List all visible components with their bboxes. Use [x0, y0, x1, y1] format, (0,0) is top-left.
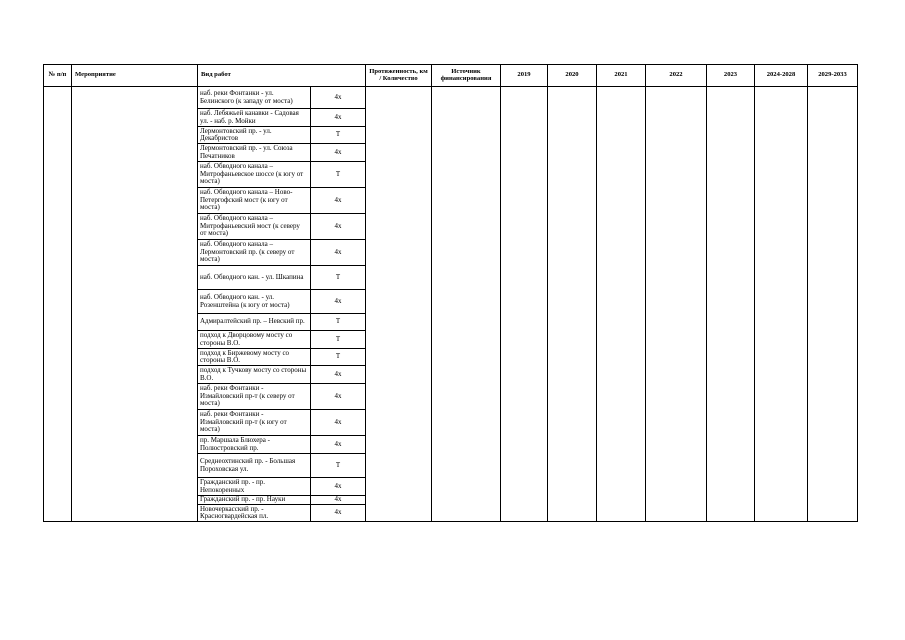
cell-2020 — [548, 87, 597, 522]
header-work-type: Вид работ — [198, 65, 366, 87]
cell-work-description: наб. реки Фонтанки - Измайловский пр-т (к югу от моста) — [198, 410, 311, 436]
cell-work-type: Т — [311, 454, 366, 478]
cell-work-type: Т — [311, 162, 366, 188]
cell-work-description: наб. реки Фонтанки - Измайловский пр-т (к северу от моста) — [198, 384, 311, 410]
cell-work-type: 4х — [311, 366, 366, 384]
header-2022: 2022 — [646, 65, 707, 87]
cell-work-type: 4х — [311, 109, 366, 127]
cell-work-description: наб. Лебяжьей канавки - Садовая ул. - наб. р. Мойки — [198, 109, 311, 127]
cell-work-description: Гражданский пр. - пр. Непокоренных — [198, 478, 311, 496]
header-2029-2033: 2029-2033 — [808, 65, 858, 87]
cell-2029-2033 — [808, 87, 858, 522]
cell-work-description: Новочеркасский пр. - Красногвардейская пл. — [198, 505, 311, 522]
cell-work-description: наб. Обводного кан. - ул. Розенштейна (к югу от моста) — [198, 290, 311, 314]
cell-work-type: 4х — [311, 496, 366, 505]
cell-source — [432, 87, 501, 522]
table-row — [44, 87, 858, 109]
header-length: Протяженность, км / Количество — [366, 65, 432, 87]
cell-work-description: пр. Маршала Блюхера - Полюстровский пр. — [198, 436, 311, 454]
cell-2024-2028 — [755, 87, 808, 522]
cell-2019 — [501, 87, 548, 522]
cell-work-type: Т — [311, 331, 366, 349]
header-source: Источник финансирования — [432, 65, 501, 87]
header-2020: 2020 — [548, 65, 597, 87]
cell-work-type: Т — [311, 349, 366, 366]
cell-length — [366, 87, 432, 522]
cell-work-type: 4х — [311, 290, 366, 314]
cell-work-type: 4х — [311, 144, 366, 162]
cell-2021 — [597, 87, 646, 522]
cell-work-description: наб. реки Фонтанки - ул. Белинского (к западу от моста) — [198, 87, 311, 109]
header-measure: Мероприятие — [72, 65, 198, 87]
cell-work-type: 4х — [311, 188, 366, 214]
header-2019: 2019 — [501, 65, 548, 87]
header-row — [44, 65, 858, 87]
header-num: № п/п — [44, 65, 72, 87]
cell-work-type: 4х — [311, 505, 366, 522]
cell-work-type: Т — [311, 266, 366, 290]
cell-work-description: наб. Обводного канала – Митрофаньевское шоссе (к югу от моста) — [198, 162, 311, 188]
cell-work-type: 4х — [311, 214, 366, 240]
cell-work-description: Адмиралтейский пр. – Невский пр. — [198, 314, 311, 331]
cell-work-description: подход к Дворцовому мосту со стороны В.О. — [198, 331, 311, 349]
header-2024-2028: 2024-2028 — [755, 65, 808, 87]
cell-work-description: наб. Обводного кан. - ул. Шкапина — [198, 266, 311, 290]
cell-measure — [72, 87, 198, 522]
cell-work-description: наб. Обводного канала – Ново-Петергофский мост (к югу от моста) — [198, 188, 311, 214]
cell-num — [44, 87, 72, 522]
cell-work-description: подход к Тучкову мосту со стороны В.О. — [198, 366, 311, 384]
cell-work-description: Среднеохтинский пр. - Большая Пороховская ул. — [198, 454, 311, 478]
cell-work-description: Гражданский пр. - пр. Науки — [198, 496, 311, 505]
cell-work-type: Т — [311, 314, 366, 331]
cell-work-type: 4х — [311, 240, 366, 266]
cell-2023 — [707, 87, 755, 522]
cell-work-description: наб. Обводного канала – Митрофаньевский мост (к северу от моста) — [198, 214, 311, 240]
cell-work-type: 4х — [311, 384, 366, 410]
cell-work-type: 4х — [311, 478, 366, 496]
header-2021: 2021 — [597, 65, 646, 87]
cell-work-type: Т — [311, 127, 366, 144]
cell-work-type: 4х — [311, 410, 366, 436]
cell-work-type: 4х — [311, 87, 366, 109]
cell-work-description: наб. Обводного канала – Лермонтовский пр. (к северу от моста) — [198, 240, 311, 266]
cell-work-type: 4х — [311, 436, 366, 454]
cell-work-description: Лермонтовский пр. - ул. Декабристов — [198, 127, 311, 144]
cell-2022 — [646, 87, 707, 522]
measures-table — [43, 64, 858, 522]
header-2023: 2023 — [707, 65, 755, 87]
cell-work-description: подход к Биржевому мосту со стороны В.О. — [198, 349, 311, 366]
cell-work-description: Лермонтовский пр. - ул. Союза Печатников — [198, 144, 311, 162]
